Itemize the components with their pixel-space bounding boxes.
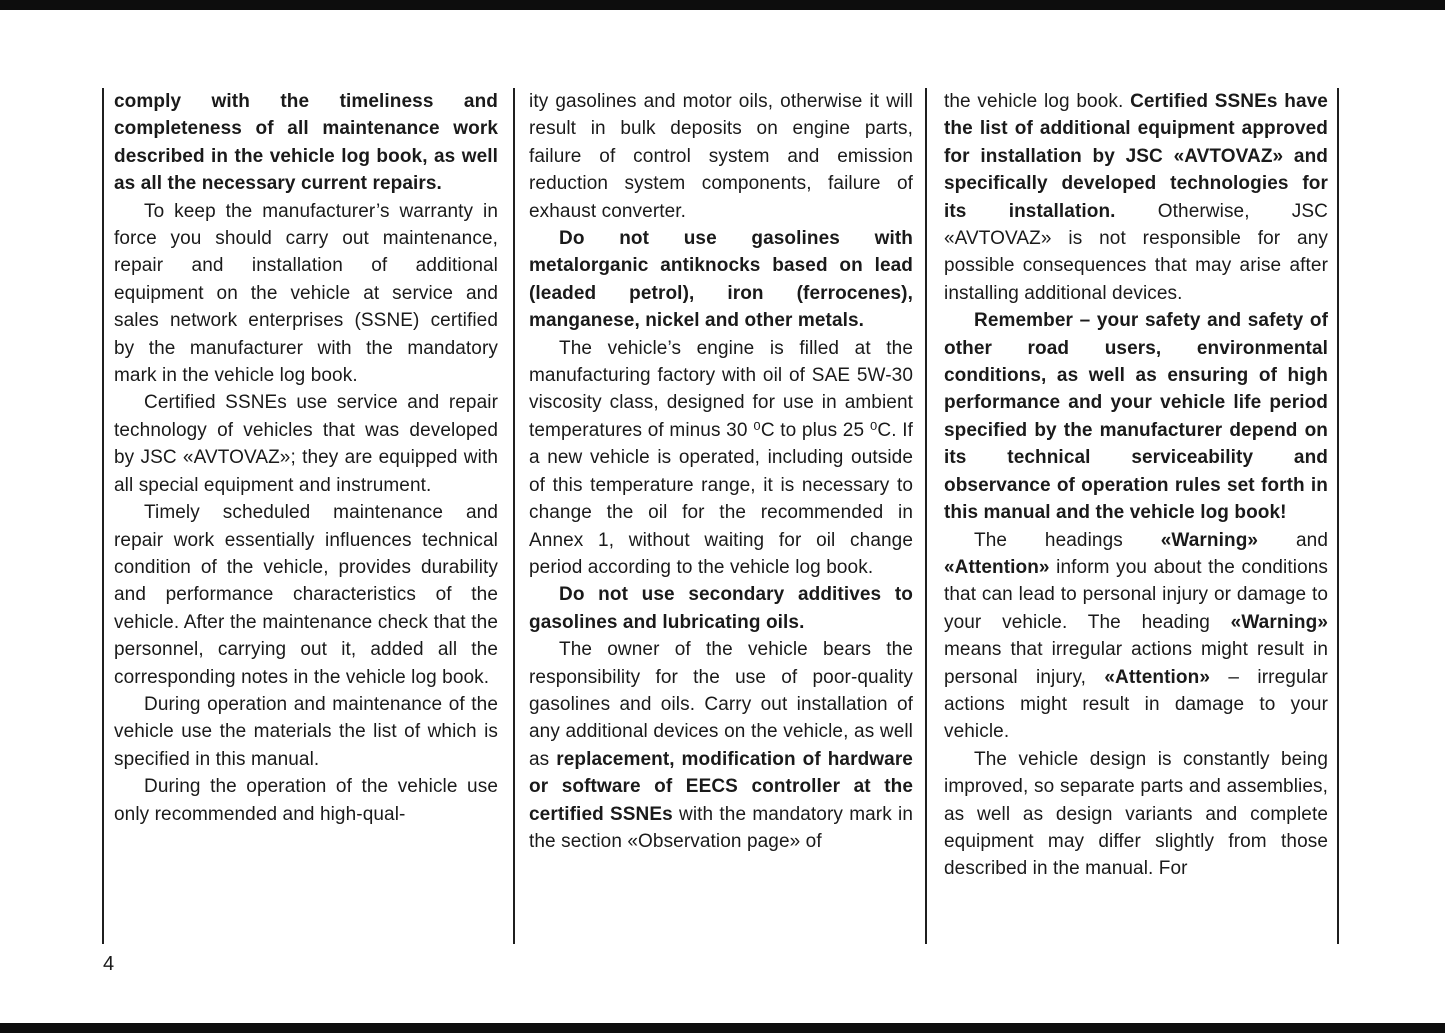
top-border-bar [0, 0, 1445, 10]
text-segment: and [1258, 529, 1328, 551]
paragraph [529, 335, 913, 582]
text-segment: The vehicle design is constantly being improved, so separate parts and assemblies, as well as design variants and complete equipment may differ slightly from those described in the manual. For [944, 748, 1328, 880]
column-rule-1-2 [513, 88, 515, 944]
text-segment: Timely scheduled maintenance and repair work essentially influences technical condition of the vehicle, provides durability and performance characteristics of the vehicle. After the maintenance check that the personnel, carrying out it, added all the corresponding notes in the vehicle log book. [114, 502, 498, 688]
text-segment: Certified SSNEs use service and repair technology of vehicles that was developed by JSC «AVTOVAZ»; they are equipped with all special equipment and instrument. [114, 392, 498, 496]
paragraph [114, 88, 498, 198]
paragraph [114, 691, 498, 773]
paragraph [529, 225, 913, 335]
paragraph [114, 389, 498, 499]
paragraph [944, 307, 1328, 526]
paragraph [944, 527, 1328, 746]
text-segment: with the mandatory mark in the section «Observation page» of [529, 803, 914, 852]
text-segment: – irregular actions might result in damage to your vehicle. [944, 666, 1328, 743]
bold-text-segment: «Warning» [1230, 611, 1328, 633]
paragraph [114, 499, 498, 691]
text-segment: To keep the manufacturer’s warranty in force you should carry out maintenance, repair and installation of additional equipment on the vehicle at service and sales network enterprises (SSNE) certified by the manufacturer with the mandatory mark in the vehicle log book. [114, 200, 498, 387]
bold-text-segment: «Warning» [1160, 529, 1259, 551]
paragraph [944, 88, 1328, 307]
column-rule-2-3 [925, 88, 927, 944]
bold-text-segment: replacement, modification of hardware or software of EECS controller at the certified SSNEs [529, 748, 913, 825]
text-segment: The vehicle’s engine is filled at the manufacturing factory with oil of SAE 5W-30 viscosity class, designed for use in ambient temperatures of minus 30 ⁰C to plus 25 ⁰C. If a new vehicle is operated, including outside of this temperature range, it is necessary to change the oil for the recommended in Annex 1, without waiting for oil change period according to the vehicle log book. [529, 337, 913, 578]
page-number: 4 [103, 953, 115, 975]
paragraph [114, 773, 498, 828]
bold-text-segment: Certified SSNEs have the list of additional equipment approved for installation by JSC «AVTOVAZ» and specifically developed technologies for its installation. [944, 91, 1328, 222]
text-segment: means that irregular actions might result in personal injury, [944, 639, 1328, 688]
bold-text-segment: comply with the timeliness and completeness of all maintenance work described in the vehicle log book, as well as all the necessary current repairs. [114, 91, 498, 195]
paragraph [944, 746, 1328, 883]
bold-text-segment: «Attention» [944, 556, 1050, 578]
bold-text-segment: «Attention» [1104, 666, 1210, 688]
paragraph [529, 636, 913, 855]
text-segment: The headings [974, 529, 1161, 551]
bold-text-segment: Do not use secondary additives to gasolines and lubricating oils. [529, 584, 913, 633]
text-segment: The owner of the vehicle bears the responsibility for the use of poor-quality gasolines and oils. Carry out installation of any additional devices on the vehicle, as well as [529, 639, 913, 770]
column-rule-right [1337, 88, 1339, 944]
text-column-3 [944, 88, 1328, 883]
text-segment: Otherwise, JSC «AVTOVAZ» is not responsible for any possible consequences that may arise after installing additional devices. [944, 200, 1328, 304]
text-segment: During the operation of the vehicle use only recommended and high-qual- [114, 776, 498, 825]
paragraph [529, 88, 913, 225]
text-segment: inform you about the conditions that can lead to personal injury or damage to your vehicle. The heading [944, 556, 1328, 633]
text-column-2 [529, 88, 913, 855]
bold-text-segment: Do not use gasolines with metalorganic antiknocks based on lead (leaded petrol), iron (ferrocenes), manganese, nickel and other metals. [529, 228, 913, 332]
paragraph [529, 581, 913, 636]
bold-text-segment: Remember – your safety and safety of other road users, environmental conditions, as well as ensuring of high performance and your vehicle life period specified by the manufacturer depend on its technical serviceability and observance of operation rules set forth in this manual and the vehicle log book! [944, 310, 1328, 524]
paragraph [114, 198, 498, 390]
text-column-1 [114, 88, 498, 828]
text-segment: During operation and maintenance of the vehicle use the materials the list of which is specified in this manual. [114, 693, 498, 770]
bottom-border-bar [0, 1023, 1445, 1033]
column-rule-left [102, 88, 104, 944]
text-segment: ity gasolines and motor oils, otherwise it will result in bulk deposits on engine parts, failure of control system and emission reduction system components, failure of exhaust converter. [529, 91, 913, 222]
text-segment: the vehicle log book. [944, 91, 1131, 112]
